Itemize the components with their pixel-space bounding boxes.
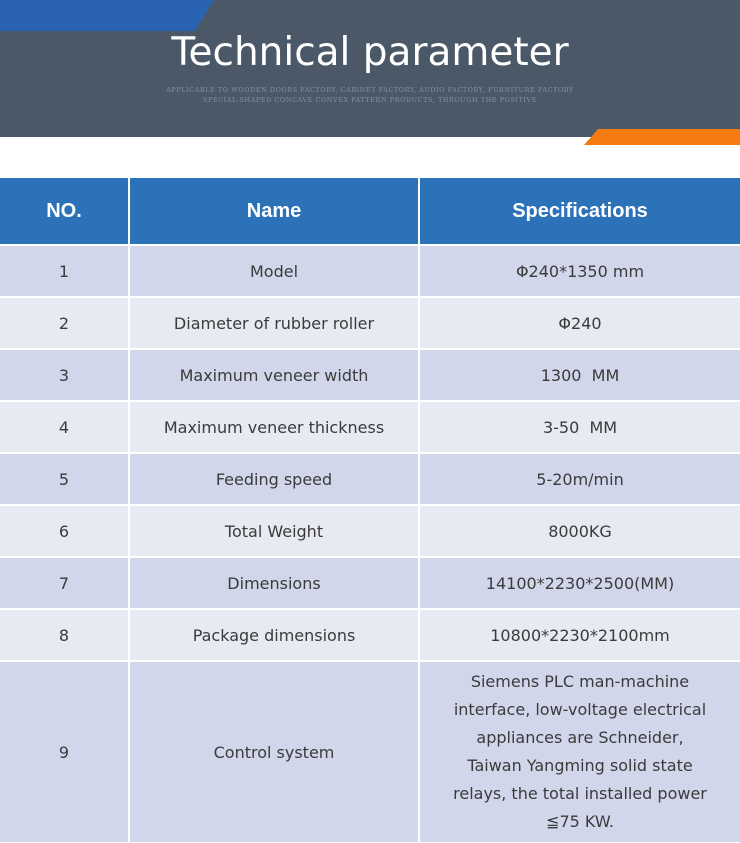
row-number: 6 xyxy=(0,505,129,557)
row-number: 8 xyxy=(0,609,129,661)
row-number: 2 xyxy=(0,297,129,349)
table-row xyxy=(0,505,740,557)
row-name: Package dimensions xyxy=(129,609,419,661)
page-subtitle-line-1: APPLICABLE TO WOODEN DOORS FACTORY, CABINET FACTORY, AUDIO FACTORY, FURNITURE FACTORY xyxy=(166,86,574,94)
row-spec: Φ240 xyxy=(419,297,740,349)
parameter-table xyxy=(0,178,740,842)
table-row xyxy=(0,453,740,505)
row-spec: 10800*2230*2100mm xyxy=(419,609,740,661)
table-row xyxy=(0,661,740,842)
table-row xyxy=(0,557,740,609)
row-spec: 5-20m/min xyxy=(419,453,740,505)
page-title: Technical parameter xyxy=(171,30,569,75)
row-name: Maximum veneer width xyxy=(129,349,419,401)
row-name: Dimensions xyxy=(129,557,419,609)
row-spec: 14100*2230*2500(MM) xyxy=(419,557,740,609)
table-row xyxy=(0,401,740,453)
table-header-row xyxy=(0,178,740,245)
row-number: 5 xyxy=(0,453,129,505)
column-header-no: NO. xyxy=(0,178,129,245)
row-number: 4 xyxy=(0,401,129,453)
row-number: 7 xyxy=(0,557,129,609)
table-row xyxy=(0,609,740,661)
table-row xyxy=(0,245,740,297)
row-name: Feeding speed xyxy=(129,453,419,505)
table-row xyxy=(0,349,740,401)
row-spec: 3-50 MM xyxy=(419,401,740,453)
row-spec: 1300 MM xyxy=(419,349,740,401)
row-number: 1 xyxy=(0,245,129,297)
column-header-specifications: Specifications xyxy=(419,178,740,245)
column-header-name: Name xyxy=(129,178,419,245)
row-name: Total Weight xyxy=(129,505,419,557)
row-spec: Φ240*1350 mm xyxy=(419,245,740,297)
row-spec: 8000KG xyxy=(419,505,740,557)
header-banner xyxy=(0,0,740,137)
row-number: 3 xyxy=(0,349,129,401)
row-number: 9 xyxy=(0,661,129,842)
orange-accent-stripe xyxy=(584,129,740,145)
table-row xyxy=(0,297,740,349)
row-name: Control system xyxy=(129,661,419,842)
row-name: Diameter of rubber roller xyxy=(129,297,419,349)
page-subtitle-line-2: SPECIAL-SHAPED CONCAVE CONVEX PATTERN PRODUCTS, THROUGH THE POSITIVE xyxy=(202,96,538,104)
row-spec: Siemens PLC man-machine interface, low-voltage electrical appliances are Schneider, Taiwan Yangming solid state relays, the total installed power ≦75 KW. xyxy=(419,661,740,842)
row-name: Maximum veneer thickness xyxy=(129,401,419,453)
row-name: Model xyxy=(129,245,419,297)
blue-accent-stripe xyxy=(0,0,214,31)
